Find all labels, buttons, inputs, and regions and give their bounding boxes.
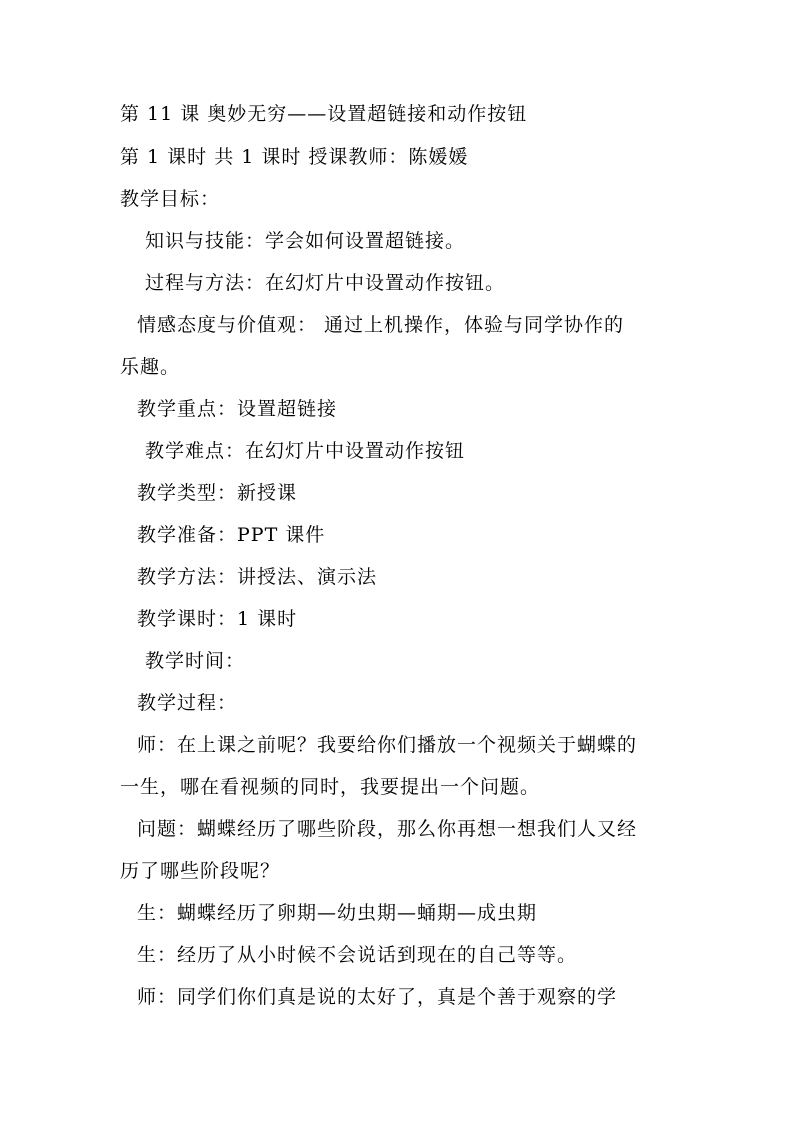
objective-emotion-line1: 情感态度与价值观： 通过上机操作，体验与同学协作的: [137, 314, 625, 336]
lesson-title: 第 11 课 奥妙无穷——设置超链接和动作按钮: [120, 103, 528, 125]
teacher-paragraph-1-line2: 一生，哪在看视频的同时，我要提出一个问题。: [120, 776, 541, 798]
objectives-heading: 教学目标：: [120, 188, 221, 210]
student-answer-1: 生：蝴蝶经历了卵期—幼虫期—蛹期—成虫期: [137, 902, 538, 924]
objective-knowledge: 知识与技能：学会如何设置超链接。: [145, 230, 466, 252]
teaching-time: 教学时间：: [145, 650, 246, 672]
preparation: 教学准备：PPT 课件: [137, 524, 326, 546]
objective-process: 过程与方法：在幻灯片中设置动作按钮。: [145, 272, 506, 294]
teaching-method: 教学方法：讲授法、演示法: [137, 566, 378, 588]
class-hours: 教学课时：1 课时: [137, 608, 298, 630]
teacher-paragraph-1-line1: 师：在上课之前呢？我要给你们播放一个视频关于蝴蝶的: [137, 734, 638, 756]
key-point: 教学重点：设置超链接: [137, 398, 338, 420]
process-heading: 教学过程：: [137, 692, 238, 714]
teacher-paragraph-2-line1: 师：同学们你们真是说的太好了，真是个善于观察的学: [137, 986, 618, 1008]
question-line2: 历了哪些阶段呢？: [120, 860, 281, 882]
student-answer-2: 生：经历了从小时候不会说话到现在的自己等等。: [137, 944, 578, 966]
lesson-type: 教学类型：新授课: [137, 482, 298, 504]
objective-emotion-line2: 乐趣。: [120, 356, 181, 378]
difficult-point: 教学难点：在幻灯片中设置动作按钮: [145, 440, 466, 462]
lesson-info: 第 1 课时 共 1 课时 授课教师：陈媛媛: [120, 146, 469, 168]
question-line1: 问题：蝴蝶经历了哪些阶段，那么你再想一想我们人又经: [137, 818, 638, 840]
